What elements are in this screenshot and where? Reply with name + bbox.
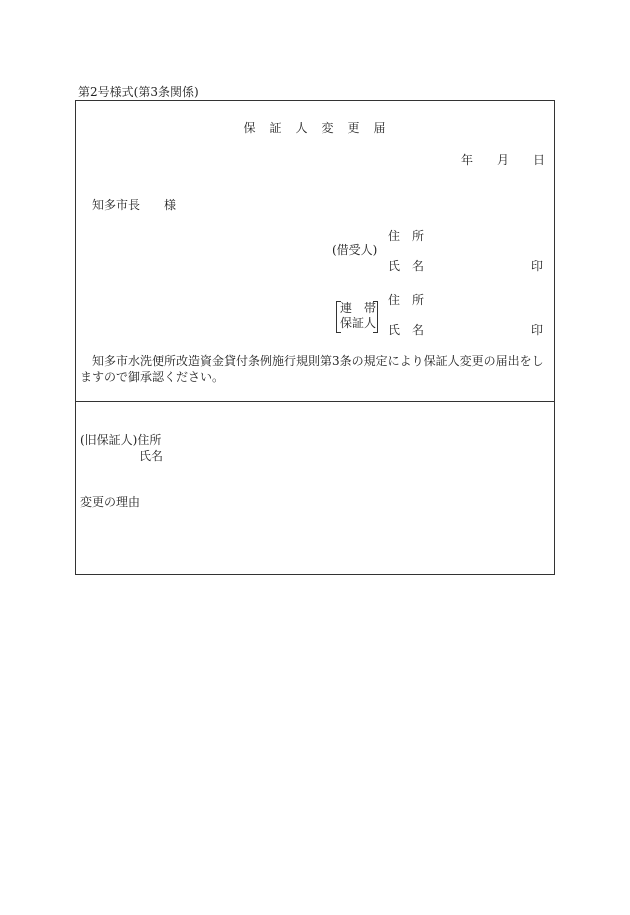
guarantor-seal-mark: 印 bbox=[531, 323, 544, 337]
date-year-label: 年 bbox=[461, 153, 474, 167]
old-guarantor-address-label: (旧保証人)住所 bbox=[80, 433, 162, 447]
change-reason-label: 変更の理由 bbox=[80, 495, 141, 509]
date-month-label: 月 bbox=[497, 153, 510, 167]
section-divider bbox=[76, 401, 554, 402]
guarantor-name-label: 氏 名 bbox=[388, 323, 425, 337]
guarantor-bracket bbox=[336, 301, 378, 331]
form-title: 保 証 人 変 更 届 bbox=[243, 121, 387, 135]
borrower-name-label: 氏 名 bbox=[388, 259, 425, 273]
guarantor-label-line2: 保証人 bbox=[340, 316, 377, 330]
addressee: 知多市長 様 bbox=[92, 198, 177, 212]
statement-text: 知多市水洗便所改造資金貸付条例施行規則第3条の規定により保証人変更の届出をしますので御承認ください。 bbox=[80, 354, 544, 384]
guarantor-label-line1: 連 帯 bbox=[340, 301, 377, 315]
form-box bbox=[75, 100, 555, 575]
old-guarantor-name-label: 氏名 bbox=[139, 449, 164, 463]
date-day-label: 日 bbox=[533, 153, 546, 167]
guarantor-address-label: 住 所 bbox=[388, 293, 425, 307]
borrower-label: (借受人) bbox=[332, 243, 378, 257]
form-number-label: 第2号様式(第3条関係) bbox=[78, 85, 199, 99]
borrower-seal-mark: 印 bbox=[531, 259, 544, 273]
borrower-address-label: 住 所 bbox=[388, 229, 425, 243]
